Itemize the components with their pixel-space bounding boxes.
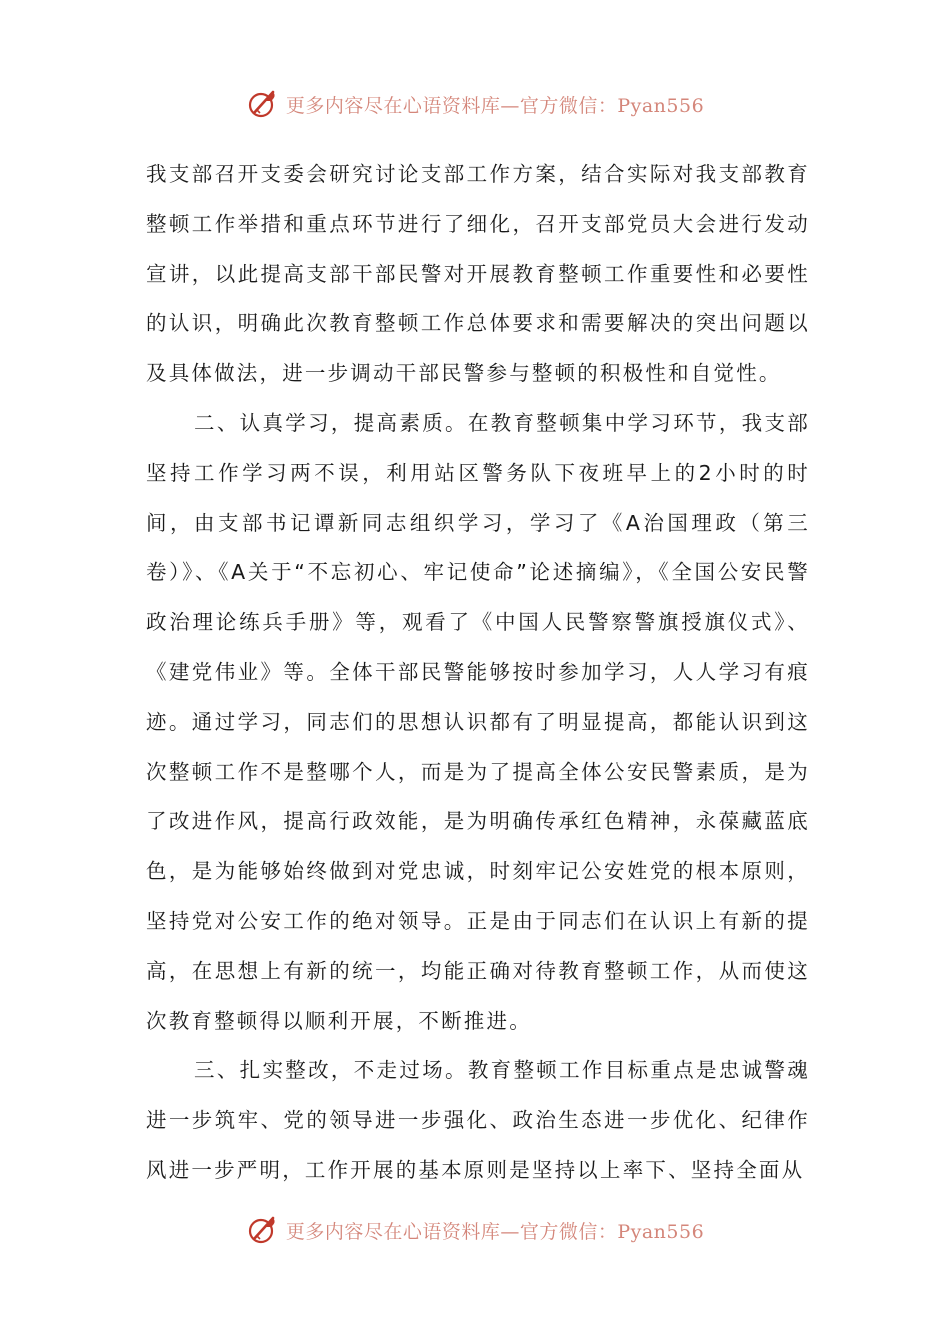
watermark-header (0, 84, 950, 124)
watermark-text: 更多内容尽在心语资料库—官方微信：Pyan556 (285, 94, 705, 117)
watermark-text: 更多内容尽在心语资料库—官方微信：Pyan556 (285, 1220, 705, 1243)
document-body (146, 150, 810, 1196)
paragraph-2: 二、认真学习，提高素质。在教育整顿集中学习环节，我支部坚持工作学习两不误，利用站区警务队下夜班早上的2小时的时间，由支部书记谭新同志组织学习，学习了《A治国理政（第三卷）》、《A关于“不忘初心、牢记使命”论述摘编》，《全国公安民警政治理论练兵手册》等，观看了《中国人民警察警旗授旗仪式》、《建党伟业》等。全体干部民警能够按时参加学习，人人学习有痕迹。通过学习，同志们的思想认识都有了明显提高，都能认识到这次整顿工作不是整哪个人，而是为了提高全体公安民警素质，是为了改进作风，提高行政效能，是为明确传承红色精神，永葆藏蓝底色，是为能够始终做到对党忠诚，时刻牢记公安姓党的根本原则，坚持党对公安工作的绝对领导。正是由于同志们在认识上有新的提高，在思想上有新的统一，均能正确对待教育整顿工作，从而使这次教育整顿得以顺利开展，不断推进。 (146, 410, 810, 1033)
paragraph-1: 我支部召开支委会研究讨论支部工作方案，结合实际对我支部教育整顿工作举措和重点环节进行了细化，召开支部党员大会进行发动宣讲，以此提高支部干部民警对开展教育整顿工作重要性和必要性的认识，明确此次教育整顿工作总体要求和需要解决的突出问题以及具体做法，进一步调动干部民警参与整顿的积极性和自觉性。 (146, 162, 810, 386)
quill-logo-icon (246, 87, 280, 121)
paragraph-3: 三、扎实整改，不走过场。教育整顿工作目标重点是忠诚警魂进一步筑牢、党的领导进一步强化、政治生态进一步优化、纪律作风进一步严明，工作开展的基本原则是坚持以上率下、坚持全面从 (146, 1058, 810, 1182)
quill-logo-icon (246, 1213, 280, 1247)
watermark-footer (0, 1210, 950, 1250)
